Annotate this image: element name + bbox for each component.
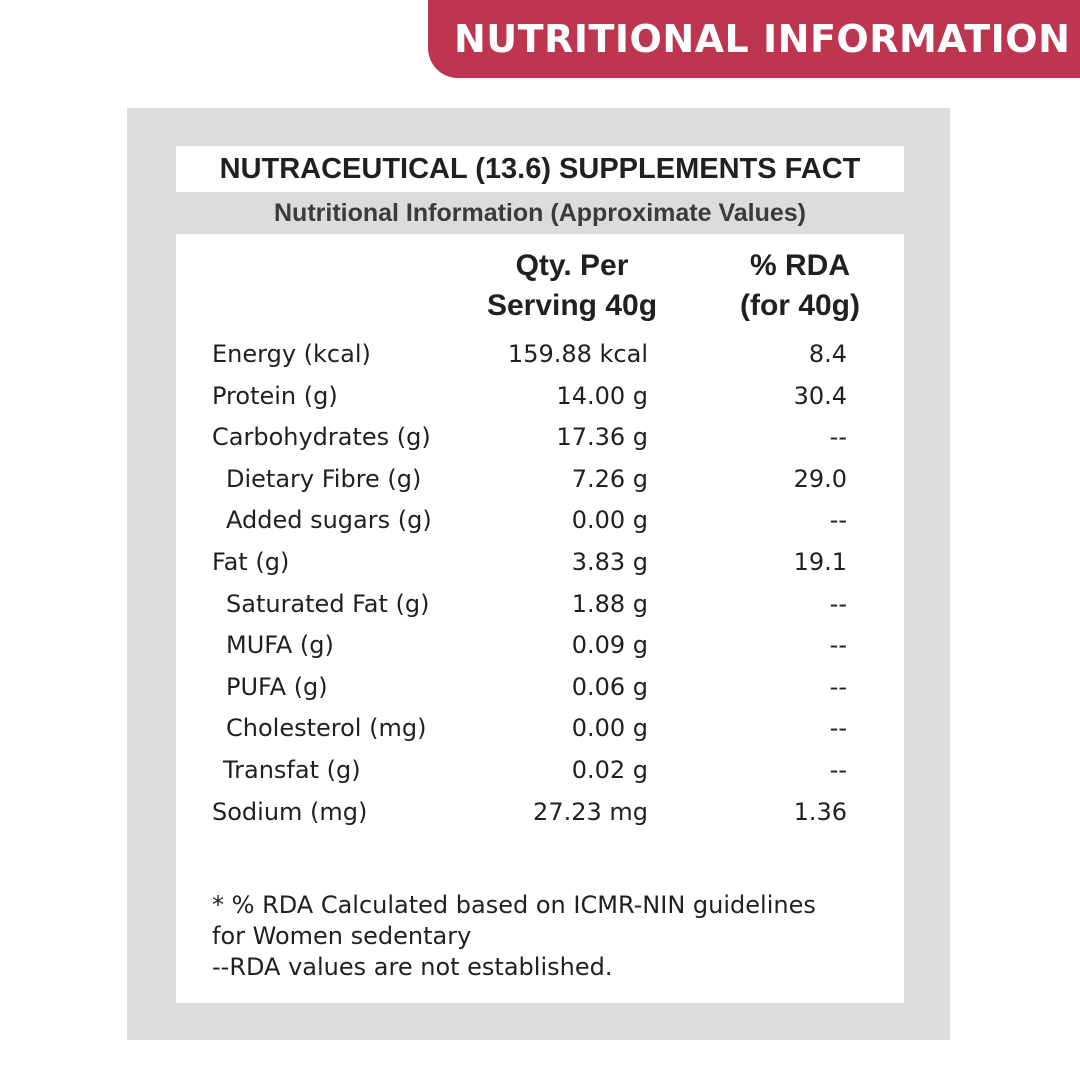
row-rda: -- — [829, 631, 847, 660]
row-qty: 7.26 g — [571, 464, 648, 493]
row-qty: 17.36 g — [556, 423, 648, 452]
row-qty: 0.09 g — [571, 631, 648, 660]
row-label: Saturated Fat (g) — [226, 589, 430, 618]
panel-subtitle: Nutritional Information (Approximate Values) — [274, 198, 806, 227]
table-row — [176, 423, 904, 465]
row-qty: 27.23 mg — [533, 797, 648, 826]
header-rda-line2: (for 40g) — [740, 289, 860, 322]
row-label: Cholesterol (mg) — [226, 714, 427, 743]
row-rda: -- — [829, 423, 847, 452]
row-qty: 3.83 g — [571, 547, 648, 576]
row-rda: -- — [829, 506, 847, 535]
panel-title: NUTRACEUTICAL (13.6) SUPPLEMENTS FACT — [219, 152, 861, 185]
table-row — [176, 673, 904, 715]
nutrition-table — [176, 234, 904, 1003]
row-rda: -- — [829, 589, 847, 618]
header-qty-line2: Serving 40g — [486, 289, 658, 322]
row-label: Dietary Fibre (g) — [226, 464, 422, 493]
row-qty: 0.02 g — [571, 755, 648, 784]
footnote-rda-group: for Women sedentary — [212, 922, 472, 950]
row-rda: -- — [829, 755, 847, 784]
footnote-rda-not-established: --RDA values are not established. — [212, 953, 613, 981]
row-label: Fat (g) — [212, 547, 290, 576]
row-label: Sodium (mg) — [212, 797, 368, 826]
panel-title-box — [176, 146, 904, 192]
header-rda — [702, 246, 898, 326]
row-rda: 1.36 — [793, 797, 847, 826]
row-qty: 0.00 g — [571, 506, 648, 535]
row-rda: 8.4 — [808, 340, 847, 368]
header-qty-per-serving — [442, 246, 702, 326]
banner-title: NUTRITIONAL INFORMATION — [454, 17, 1071, 61]
row-rda: -- — [829, 672, 847, 701]
row-label: Added sugars (g) — [226, 506, 432, 535]
table-body — [176, 340, 904, 839]
row-label: Energy (kcal) — [212, 340, 371, 368]
table-row — [176, 798, 904, 840]
row-rda: 19.1 — [793, 547, 847, 576]
table-row — [176, 548, 904, 590]
header-banner — [428, 0, 1080, 78]
table-row — [176, 590, 904, 632]
row-label: MUFA (g) — [226, 631, 334, 660]
table-row — [176, 382, 904, 424]
row-rda: 29.0 — [793, 464, 847, 493]
row-qty: 1.88 g — [571, 589, 648, 618]
table-row — [176, 506, 904, 548]
row-label: Carbohydrates (g) — [212, 423, 431, 452]
table-row — [176, 465, 904, 507]
table-row — [176, 631, 904, 673]
footnotes — [212, 890, 816, 983]
row-rda: -- — [829, 714, 847, 743]
header-qty-line1: Qty. Per — [515, 249, 629, 282]
footnote-rda-basis: * % RDA Calculated based on ICMR-NIN guidelines — [212, 891, 816, 919]
row-label: Protein (g) — [212, 381, 338, 410]
row-rda: 30.4 — [793, 381, 847, 410]
header-rda-line1: % RDA — [749, 249, 850, 282]
table-row — [176, 756, 904, 798]
row-qty: 14.00 g — [556, 381, 648, 410]
supplement-facts-panel — [127, 108, 950, 1040]
table-row — [176, 714, 904, 756]
table-row — [176, 340, 904, 382]
row-label: PUFA (g) — [226, 672, 328, 701]
row-qty: 0.06 g — [571, 672, 648, 701]
row-qty: 0.00 g — [571, 714, 648, 743]
row-label: Transfat (g) — [223, 755, 361, 784]
row-qty: 159.88 kcal — [507, 340, 648, 368]
